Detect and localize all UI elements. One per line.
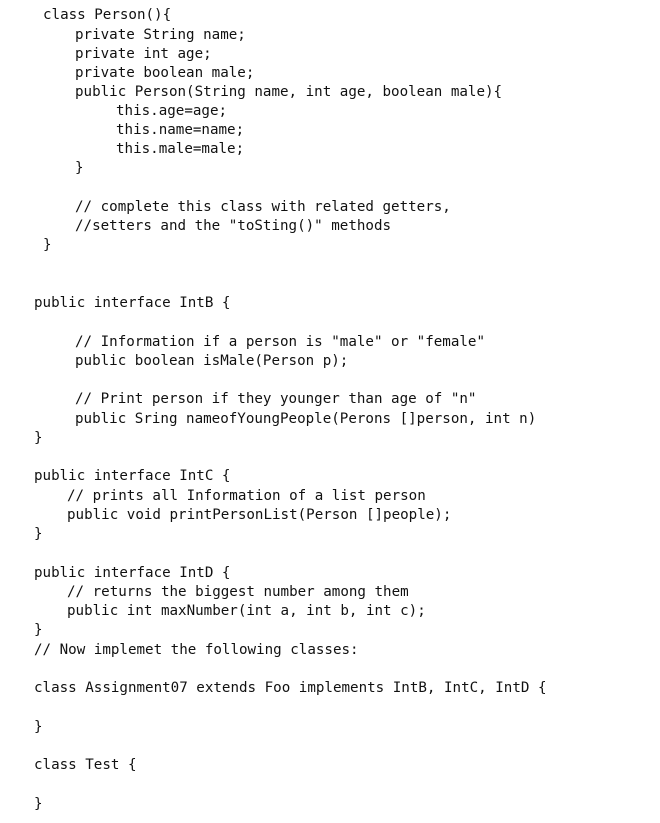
code-line-interface-intc: public interface IntC {: [34, 468, 231, 484]
code-line-assign-age: this.age=age;: [116, 103, 228, 119]
code-line-comment-biggest: // returns the biggest number among them: [67, 584, 409, 600]
code-line-class-person-close: }: [43, 237, 52, 253]
code-line-assign-name: this.name=name;: [116, 122, 245, 138]
code-line-class-test: class Test {: [34, 757, 137, 773]
code-line-comment-implement: // Now implemet the following classes:: [34, 642, 359, 658]
code-line-young-people: public Sring nameofYoungPeople(Perons []person, int n): [75, 411, 537, 427]
code-line-interface-intd-close: }: [34, 622, 43, 638]
code-line-ismale: public boolean isMale(Person p);: [75, 353, 349, 369]
code-line-assign-male: this.male=male;: [116, 141, 245, 157]
code-line-interface-intb: public interface IntB {: [34, 295, 231, 311]
code-line-constructor-close: }: [75, 160, 84, 176]
code-line-class-assignment07-close: }: [34, 719, 43, 735]
code-line-comment-complete: // complete this class with related getters,: [75, 199, 451, 215]
code-line-comment-prints: // prints all Information of a list person: [67, 488, 426, 504]
code-line-constructor: public Person(String name, int age, boolean male){: [75, 84, 503, 100]
code-line-comment-male: // Information if a person is "male" or "female": [75, 334, 485, 350]
code-line-class-test-close: }: [34, 796, 43, 812]
code-line-field-age: private int age;: [75, 46, 212, 62]
code-line-field-name: private String name;: [75, 27, 246, 43]
code-line-interface-intb-close: }: [34, 430, 43, 446]
code-line-class-assignment07: class Assignment07 extends Foo implements IntB, IntC, IntD {: [34, 680, 547, 696]
code-line-interface-intd: public interface IntD {: [34, 565, 231, 581]
code-line-field-male: private boolean male;: [75, 65, 255, 81]
code-line-print-person-list: public void printPersonList(Person []people);: [67, 507, 452, 523]
code-line-class-person: class Person(){: [43, 7, 172, 23]
code-line-max-number: public int maxNumber(int a, int b, int c);: [67, 603, 426, 619]
code-line-comment-younger: // Print person if they younger than age of "n": [75, 391, 477, 407]
code-line-comment-setters: //setters and the "toSting()" methods: [75, 218, 392, 234]
code-line-interface-intc-close: }: [34, 526, 43, 542]
